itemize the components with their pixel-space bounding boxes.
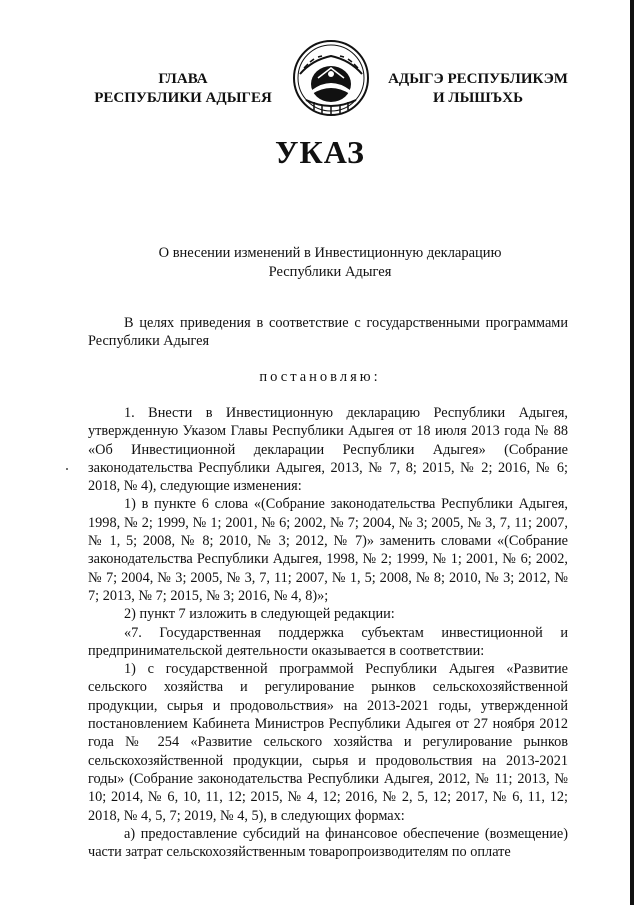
paragraph: 2) пункт 7 изложить в следующей редакции: [124, 606, 395, 623]
decree-subject [120, 244, 540, 282]
header-left [88, 70, 278, 108]
document-title: УКАЗ [275, 134, 365, 170]
main-text [88, 404, 568, 861]
header-right-line1: АДЫГЭ РЕСПУБЛИКЭМ [388, 71, 568, 87]
header-right-line2: И ЛЫШЪХЬ [432, 90, 524, 106]
paragraph: 1) в пункте 6 слова «(Собрание законодательства Республики Адыгея, 1998, № 2; 1999, № 1; 2001, № 6; 2002, № 7; 2004, № 3; 2005, № 3, 7, 11; 2007, № 1, 5; 2008, № 8; 2010, № 3; 2012, № 7)» заменить словами «(Собрание законодательства Республики Адыгея, 1998, № 2; 1999, № 1; 2001, № 6; 2002, № 7; 2004, № 3; 2005, № 3, 7, 11; 2007, № 1, 5; 2008, № 8; 2010, № 3; 2012, № 7; 2013, № 7; 2015, № 3; 2016, № 4, 8)»; [88, 496, 568, 604]
decree-word: постановляю: [259, 369, 381, 385]
paragraph: 1) с государственной программой Республики Адыгея «Развитие сельского хозяйства и регулирование рынков сельскохозяйственной продукции, сырья и продовольствия» на 2013-2021 годы, утвержденной постановлением Кабинета Министров Республики Адыгея от 27 ноября 2012 года № 254 «Развитие сельского хозяйства и регулирование рынков сельскохозяйственной продукции, сырья и продовольствия на 2013-2021 годы» (Собрание законодательства Республики Адыгея, 2012, № 11; 2013, № 10; 2014, № 6, 10, 11, 12; 2015, № 4, 12; 2016, № 2, 5, 12; 2017, № 6, 11, 12; 2018, № 4, 5, 7; 2019, № 4, 5), в следующих формах: [88, 661, 568, 824]
scan-edge [630, 0, 634, 905]
coat-of-arms-emblem-icon [292, 38, 370, 118]
header-left-line1: ГЛАВА [158, 71, 208, 87]
paragraph: а) предоставление субсидий на финансовое обеспечение (возмещение) части затрат сельскохозяйственным товаропроизводителям по оплате [88, 825, 568, 861]
scan-speck [66, 468, 68, 470]
intro-paragraph [88, 314, 568, 351]
subject-line1: О внесении изменений в Инвестиционную декларацию [158, 245, 502, 261]
header-right [378, 70, 578, 108]
paragraph: «7. Государственная поддержка субъектам инвестиционной и предпринимательской деятельности оказывается в соответствии: [88, 624, 568, 659]
intro-text: В целях приведения в соответствие с государственными программами Республики Адыгея [88, 315, 568, 350]
subject-line2: Республики Адыгея [268, 264, 392, 280]
header-left-line2: РЕСПУБЛИКИ АДЫГЕЯ [94, 90, 272, 106]
paragraph: 1. Внести в Инвестиционную декларацию Республики Адыгея, утвержденную Указом Главы Республики Адыгея от 18 июля 2013 года № 88 «Об Инвестиционной декларации Республики Адыгея» (Собрание законодательства Республики Адыгея, 2013, № 7, 8; 2015, № 2; 2016, № 6; 2018, № 4), следующие изменения: [88, 405, 568, 495]
